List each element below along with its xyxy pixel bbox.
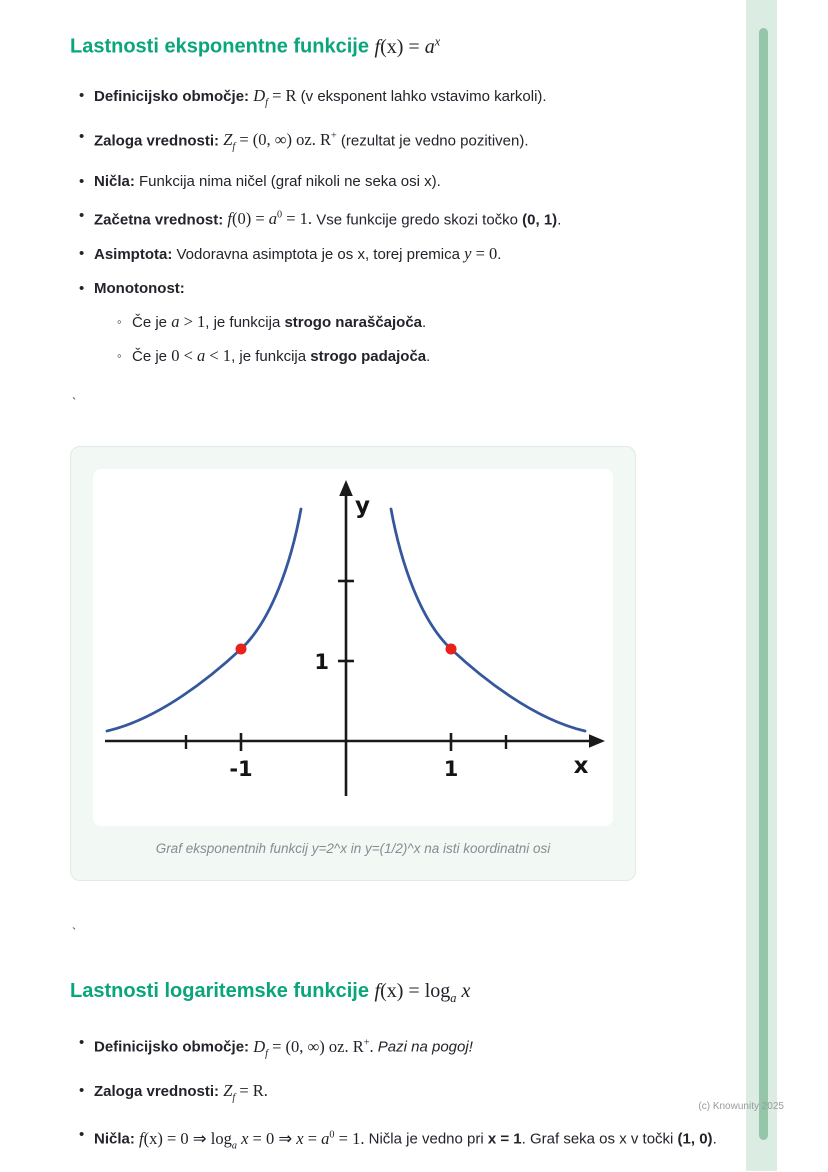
bold-segment: x = 1 (487, 1130, 522, 1148)
log-section-title (70, 980, 718, 1006)
sub-list-item-padajoca (108, 345, 430, 367)
bullet-icon (70, 278, 94, 379)
math-sup: x (434, 34, 441, 48)
text-segment: . (426, 348, 431, 366)
point-left (236, 644, 247, 655)
exp-title-text: Lastnosti eksponentne funkcije (70, 35, 369, 58)
y-axis-arrow (339, 480, 353, 496)
math-op: < 1 (205, 346, 232, 366)
math-sub: f (232, 1092, 236, 1104)
term-label: Zaloga vrednosti: (94, 132, 224, 150)
bullet-icon (70, 85, 94, 113)
list-item-nicla (70, 171, 718, 192)
math-op: = R. (235, 1081, 268, 1101)
math-sup: + (330, 130, 337, 142)
bullet-icon (70, 205, 94, 231)
bullet-icon (70, 1032, 94, 1064)
math-sup: + (363, 1037, 370, 1049)
math-var: f (139, 1128, 144, 1148)
y-tick-label-1: 1 (314, 650, 329, 675)
point-right (446, 644, 457, 655)
math-op: = 0 (471, 244, 498, 264)
term-label: Zaloga vrednosti: (94, 1083, 224, 1101)
math-var: y (464, 244, 472, 264)
math-var: x (236, 1128, 249, 1148)
list-item-zaloga (70, 126, 718, 158)
math-var: Z (223, 130, 233, 150)
text-segment: . (497, 246, 502, 264)
math-var: a (424, 35, 435, 58)
watermark: (c) Knowunity 2025 (698, 1101, 784, 1112)
math-inline (139, 1128, 365, 1152)
list-item-nicla (70, 1124, 718, 1156)
bold-segment: (0, 1) (522, 211, 558, 229)
math-sub: f (232, 141, 236, 153)
text-segment: Vodoravna asimptota je os x, torej premica (176, 246, 465, 264)
list-item-text (94, 1032, 473, 1064)
math-inline (464, 244, 497, 263)
math-op: = 0 ⇒ (248, 1128, 297, 1148)
text-segment: . (557, 211, 562, 229)
list-item-text (94, 171, 441, 192)
text-segment: Funkcija nima ničel (graf nikoli ne seka osi x). (139, 172, 441, 190)
text-segment: Vse funkcije gredo skozi točko (312, 211, 523, 229)
term-label: Definicijsko območje: (94, 1038, 254, 1056)
italic-note: Pazi na pogoj! (373, 1038, 473, 1056)
math-var: D (253, 85, 266, 105)
list-item-definicijsko (70, 85, 718, 113)
list-item-text (94, 243, 501, 265)
math-op: 0 < (171, 346, 197, 366)
text-segment: . (712, 1130, 717, 1148)
exp-title-formula (375, 36, 441, 58)
bullet-icon (70, 1080, 94, 1108)
math-var: x (456, 980, 471, 1003)
math-op: (x) = 0 ⇒ log (143, 1128, 232, 1148)
x-tick-label-neg1: -1 (229, 757, 253, 782)
list-item-text (94, 278, 430, 379)
math-op: = 1. (282, 209, 313, 229)
math-sup: 0 (277, 209, 283, 221)
stray-backtick: ` (72, 925, 77, 941)
bullet-icon (70, 243, 94, 265)
math-op: = (303, 1128, 322, 1148)
math-var: f (227, 209, 232, 229)
list-item-text (94, 1124, 717, 1156)
term-label: Monotonost: (94, 280, 185, 298)
math-var: D (253, 1036, 266, 1056)
list-item-monotonost (70, 278, 718, 379)
math-var: f (374, 35, 381, 58)
sub-list-item-text (132, 311, 426, 333)
exp-section-title (70, 34, 718, 59)
math-var: a (197, 346, 206, 366)
math-op: = (0, ∞) oz. R (235, 130, 331, 150)
math-var: x (296, 1128, 304, 1148)
math-op: (x) = log (380, 980, 451, 1003)
math-op: = 1. (334, 1128, 365, 1148)
math-op: (x) = (380, 35, 425, 58)
text-segment: . Graf seka os x v točki (521, 1130, 678, 1148)
term-label: Definicijsko območje: (94, 87, 254, 105)
math-op: = (0, ∞) oz. R (267, 1036, 364, 1056)
text-segment: , je funkcija (205, 314, 285, 332)
exp-properties-list (70, 85, 718, 380)
figure-card (70, 446, 636, 881)
stray-backtick: ` (72, 395, 77, 411)
math-inline (223, 130, 337, 153)
math-var: a (321, 1128, 330, 1148)
exponential-graph (93, 469, 613, 826)
math-var: Z (223, 1081, 233, 1101)
right-accent-bar (759, 28, 768, 1140)
list-item-text (94, 85, 547, 113)
sub-bullet-icon (108, 345, 132, 367)
sub-bullet-icon (108, 311, 132, 333)
sub-list-item-narascajoca (108, 311, 430, 333)
list-item-text (94, 1080, 268, 1108)
x-axis-arrow (589, 734, 605, 748)
list-item-text (94, 205, 561, 231)
term-label: Asimptota: (94, 246, 177, 264)
list-item-asimptota (70, 243, 718, 265)
x-tick-label-pos1: 1 (443, 757, 459, 782)
bullet-icon (70, 1124, 94, 1156)
term-label: Začetna vrednost: (94, 211, 228, 229)
math-inline (223, 1081, 268, 1104)
text-segment: , je funkcija (231, 348, 311, 366)
math-sub: a (450, 991, 457, 1006)
math-sup: 0 (329, 1129, 335, 1141)
log-title-text: Lastnosti logaritemske funkcije (70, 980, 369, 1003)
math-sub: f (265, 96, 268, 108)
math-inline (253, 1036, 374, 1060)
math-op: . (369, 1036, 374, 1056)
list-item-definicijsko (70, 1032, 718, 1064)
math-var: f (374, 980, 381, 1003)
curve-y-equals-half-pow-x-right (391, 509, 585, 731)
note-content (70, 34, 718, 1172)
term-label: Ničla: (94, 172, 140, 190)
monotonicity-sublist (108, 311, 430, 367)
bold-segment: strogo padajoča (310, 348, 427, 366)
math-op: > 1 (179, 312, 206, 332)
graph-panel (93, 469, 613, 826)
figure-caption: Graf eksponentnih funkcij y=2^x in y=(1/2)^x na isti koordinatni osi (155, 841, 551, 857)
log-section (70, 980, 718, 1156)
text-segment: . (422, 314, 427, 332)
list-item-zaloga (70, 1080, 718, 1108)
math-inline (171, 312, 205, 331)
log-properties-list (70, 1032, 718, 1156)
math-sub: a (231, 1140, 237, 1152)
text-segment: (v eksponent lahko vstavimo karkoli). (300, 87, 547, 105)
sub-list-item-text (132, 345, 430, 367)
text-segment: Če je (132, 348, 172, 366)
math-inline (253, 85, 301, 108)
bold-segment: strogo naraščajoča (284, 314, 423, 332)
list-item-text (94, 126, 529, 158)
term-label: Ničla: (94, 1130, 140, 1148)
math-inline (171, 346, 231, 365)
bold-segment: (1, 0) (677, 1130, 713, 1148)
math-var: a (268, 209, 278, 229)
text-segment: Če je (132, 314, 172, 332)
x-axis-label: x (573, 753, 589, 780)
math-var: a (171, 312, 180, 332)
log-title-formula (374, 980, 471, 1006)
math-op: (0) = (231, 209, 269, 229)
math-sub: f (265, 1048, 268, 1060)
math-inline (227, 209, 312, 228)
text-segment: Ničla je vedno pri (364, 1130, 488, 1148)
text-segment: (rezultat je vedno pozitiven). (336, 132, 529, 150)
bullet-icon (70, 171, 94, 192)
math-op: = R (267, 85, 301, 105)
bullet-icon (70, 126, 94, 158)
right-accent-track (746, 0, 777, 1171)
list-item-zacetna (70, 205, 718, 231)
y-axis-label: y (355, 493, 370, 520)
curve-y-equals-2-pow-x-left (107, 509, 301, 731)
